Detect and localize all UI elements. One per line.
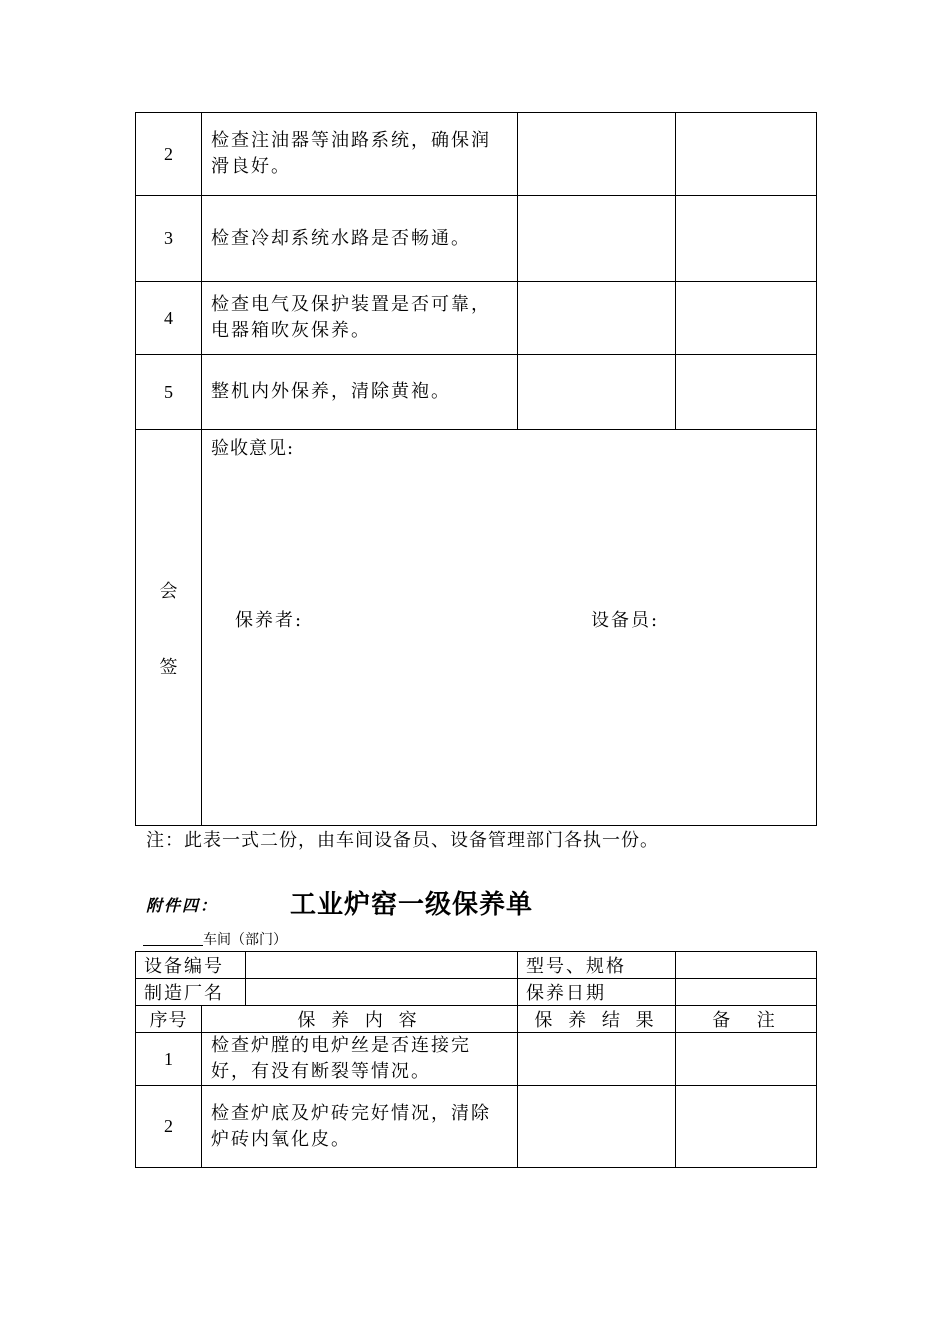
equipment-officer-label: 设备员:: [591, 610, 660, 631]
acceptance-opinion-label: 验收意见:: [211, 438, 295, 459]
model-spec-label: 型号、规格: [518, 952, 676, 979]
header-num: 序号: [136, 1006, 202, 1033]
maintenance-content: 整机内外保养，清除黄袍。: [202, 355, 518, 430]
remark-cell[interactable]: [676, 113, 817, 196]
equip-no-value[interactable]: [246, 952, 518, 979]
table-row: [136, 1086, 817, 1168]
remark-cell[interactable]: [676, 1033, 817, 1086]
manufacturer-label: 制造厂名: [136, 979, 246, 1006]
workshop-label: 车间（部门）: [203, 932, 287, 948]
table-row: [136, 196, 817, 282]
info-row: [136, 979, 817, 1006]
remark-cell[interactable]: [676, 355, 817, 430]
signature-row: [136, 430, 817, 826]
header-result: 保 养 结 果: [518, 1006, 676, 1033]
info-row: [136, 952, 817, 979]
header-remark: 备 注: [676, 1006, 817, 1033]
header-content: 保 养 内 容: [202, 1006, 518, 1033]
sign-label-cell: [136, 430, 202, 826]
result-cell[interactable]: [518, 1033, 676, 1086]
row-number: 1: [136, 1033, 202, 1086]
row-number: 2: [136, 113, 202, 196]
row-number: 5: [136, 355, 202, 430]
result-cell[interactable]: [518, 196, 676, 282]
maintenance-content: 检查炉膛的电炉丝是否连接完好，有没有断裂等情况。: [202, 1033, 518, 1086]
table-row: [136, 282, 817, 355]
table-row: [136, 355, 817, 430]
maintenance-content: 检查炉底及炉砖完好情况，清除炉砖内氧化皮。: [202, 1086, 518, 1168]
maintenance-content: 检查注油器等油路系统，确保润滑良好。: [202, 113, 518, 196]
maint-date-label: 保养日期: [518, 979, 676, 1006]
signature-area[interactable]: [202, 430, 817, 826]
maintenance-table-continued: [135, 112, 817, 826]
furnace-maintenance-table: [135, 951, 817, 1168]
remark-cell[interactable]: [676, 1086, 817, 1168]
row-number: 3: [136, 196, 202, 282]
header-row: [136, 1006, 817, 1033]
maintainer-label: 保养者:: [235, 610, 304, 631]
row-number: 4: [136, 282, 202, 355]
form-note: 注：此表一式二份，由车间设备员、设备管理部门各执一份。: [146, 830, 659, 851]
remark-cell[interactable]: [676, 196, 817, 282]
result-cell[interactable]: [518, 355, 676, 430]
result-cell[interactable]: [518, 113, 676, 196]
model-spec-value[interactable]: [676, 952, 817, 979]
maintenance-content: 检查电气及保护装置是否可靠，电器箱吹灰保养。: [202, 282, 518, 355]
result-cell[interactable]: [518, 1086, 676, 1168]
table-row: [136, 1033, 817, 1086]
row-number: 2: [136, 1086, 202, 1168]
manufacturer-value[interactable]: [246, 979, 518, 1006]
result-cell[interactable]: [518, 282, 676, 355]
workshop-blank[interactable]: [143, 931, 203, 946]
equip-no-label: 设备编号: [136, 952, 246, 979]
workshop-line: [143, 929, 287, 949]
sign-label-2: 签: [159, 656, 178, 678]
sign-label-1: 会: [159, 580, 178, 602]
remark-cell[interactable]: [676, 282, 817, 355]
maint-date-value[interactable]: [676, 979, 817, 1006]
maintenance-content: 检查冷却系统水路是否畅通。: [202, 196, 518, 282]
document-title: 工业炉窑一级保养单: [290, 890, 534, 920]
table-row: [136, 113, 817, 196]
appendix-label: 附件四：: [146, 896, 219, 915]
